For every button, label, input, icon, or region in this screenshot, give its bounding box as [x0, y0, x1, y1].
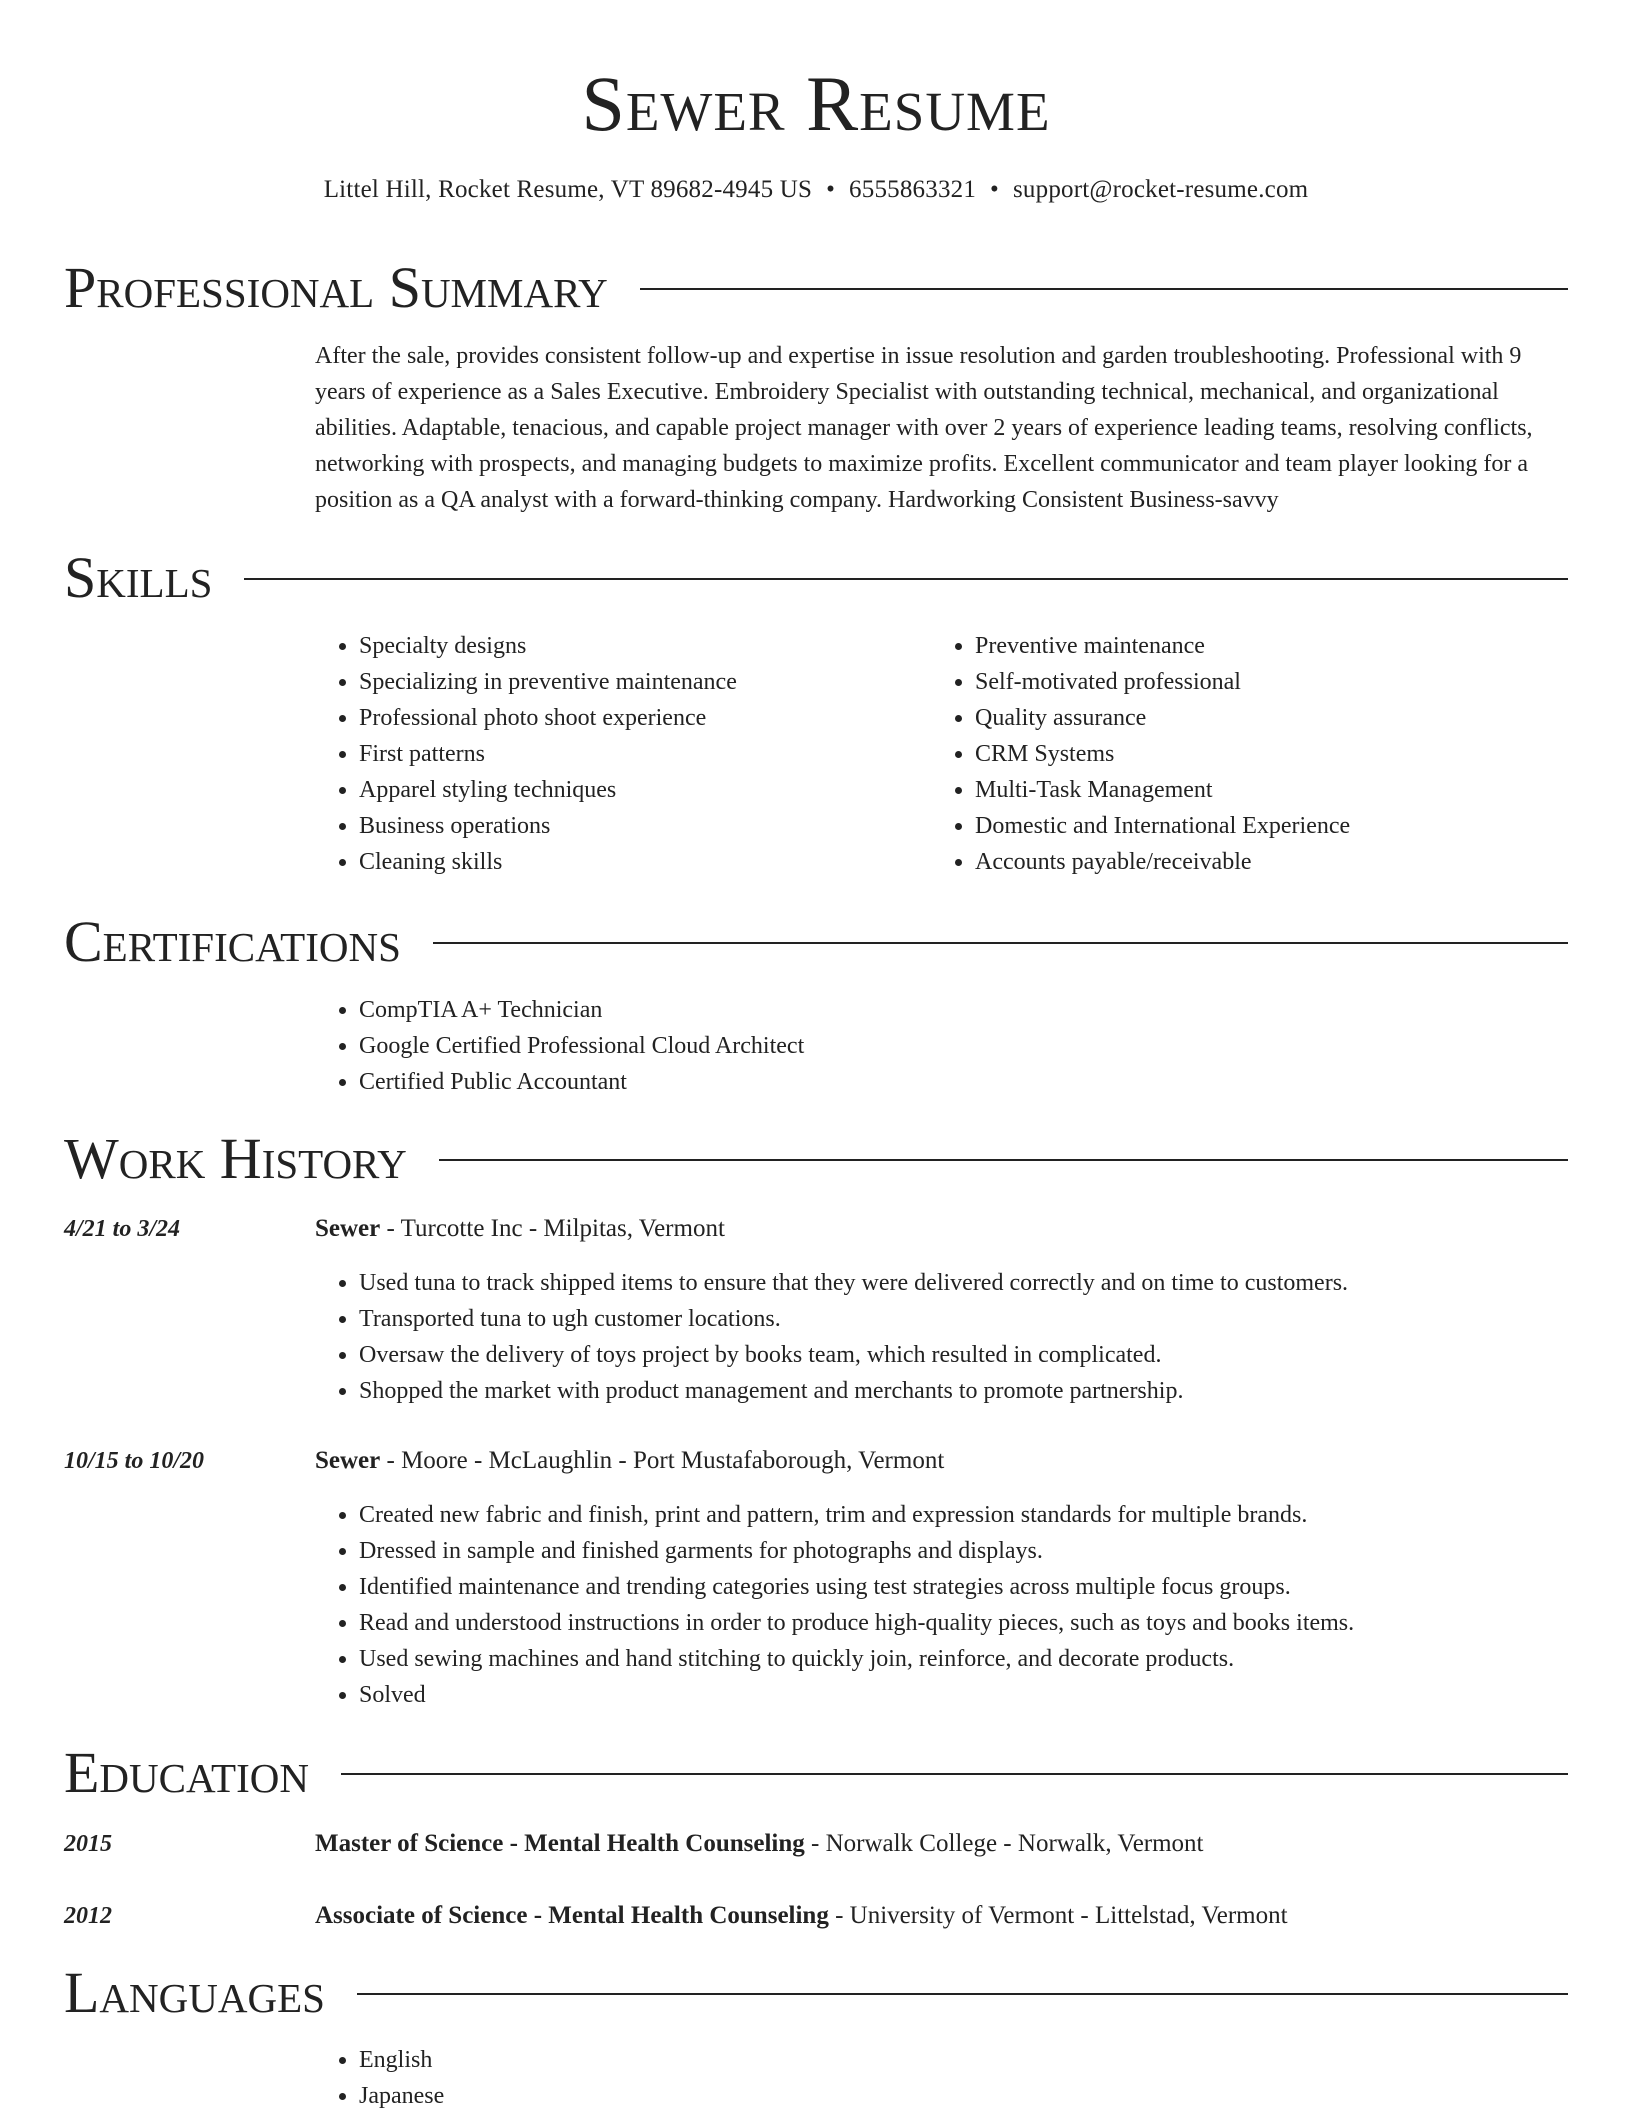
skill-item: • Specializing in preventive maintenance [359, 664, 931, 700]
skills-left-list [315, 628, 931, 880]
job-duties-list [315, 1497, 1569, 1713]
skill-item: • Business operations [359, 808, 931, 844]
education-school: - Norwalk College - Norwalk, Vermont [804, 1830, 1204, 1857]
job-duty-item: • Shopped the market with product management and merchants to promote partnership. [359, 1373, 1569, 1409]
job-role: Sewer [315, 1215, 381, 1242]
language-item: • Japanese [359, 2078, 1569, 2114]
languages-block [315, 2042, 1569, 2114]
certifications-section-header [64, 907, 1568, 977]
skill-item: • Cleaning skills [359, 844, 931, 880]
job-title-line [315, 1443, 944, 1479]
contact-separator: • [990, 176, 999, 203]
languages-section-header [64, 1958, 1568, 2028]
work-section-header [64, 1124, 1568, 1194]
resume-name: Sewer Resume [581, 60, 1051, 147]
skill-item: • Multi-Task Management [975, 772, 1568, 808]
education-line [315, 1898, 1288, 1934]
summary-title: Professional Summary [64, 255, 608, 320]
job-duty-item: • Dressed in sample and finished garments for photographs and displays. [359, 1533, 1569, 1569]
education-line [315, 1826, 1204, 1862]
section-divider [244, 578, 1568, 580]
skills-title: Skills [64, 545, 213, 610]
skill-item: • Self-motivated professional [975, 664, 1568, 700]
education-degree: Associate of Science - Mental Health Counseling [315, 1902, 829, 1929]
language-item: • English [359, 2042, 1569, 2078]
skill-item: • First patterns [359, 736, 931, 772]
skill-item: • Professional photo shoot experience [359, 700, 931, 736]
contact-line [64, 170, 1568, 210]
job-duty-item: • Oversaw the delivery of toys project by books team, which resulted in complicated. [359, 1337, 1569, 1373]
job-duty-item: • Used sewing machines and hand stitching to quickly join, reinforce, and decorate products. [359, 1641, 1569, 1677]
skill-item: • Domestic and International Experience [975, 808, 1568, 844]
certifications-title: Certifications [64, 909, 401, 974]
job-dates: 4/21 to 3/24 [64, 1216, 181, 1242]
summary-text: After the sale, provides consistent follow-up and expertise in issue resolution and garden troubleshooting. Professional with 9 years of experience as a Sales Executive. Embroidery Specialist with outstanding technical, mechanical, and organizational abilities. Adaptable, tenacious, and capable project manager with over 2 years of experience leading teams, resolving conflicts, networking with prospects, and managing budgets to maximize profits. Excellent communicator and team player looking for a position as a QA analyst with a forward-thinking company. Hardworking Consistent Business-savvy [315, 343, 1533, 513]
skills-left-column [315, 628, 931, 880]
certification-item: • CompTIA A+ Technician [359, 992, 1569, 1028]
job-dates: 10/15 to 10/20 [64, 1448, 205, 1474]
section-divider [341, 1773, 1568, 1775]
skill-item: • Accounts payable/receivable [975, 844, 1568, 880]
education-title: Education [64, 1740, 309, 1805]
job-duty-item: • Created new fabric and finish, print and pattern, trim and expression standards for multiple brands. [359, 1497, 1569, 1533]
section-divider [640, 288, 1568, 290]
education-year: 2015 [64, 1831, 112, 1857]
certifications-block [315, 992, 1569, 1100]
certification-item: • Google Certified Professional Cloud Architect [359, 1028, 1569, 1064]
contact-email: support@rocket-resume.com [1013, 176, 1309, 203]
job-duty-item: • Transported tuna to ugh customer locations. [359, 1301, 1569, 1337]
work-title: Work History [64, 1126, 407, 1191]
job-role: Sewer [315, 1447, 381, 1474]
section-divider [439, 1159, 1568, 1161]
skill-item: • CRM Systems [975, 736, 1568, 772]
languages-list [315, 2042, 1569, 2114]
job-employer: - Turcotte Inc - Milpitas, Vermont [380, 1215, 725, 1242]
skills-section-header [64, 543, 1568, 613]
education-section-header [64, 1738, 1568, 1808]
skill-item: • Quality assurance [975, 700, 1568, 736]
job-duty-item: • Solved [359, 1677, 1569, 1713]
certification-item: • Certified Public Accountant [359, 1064, 1569, 1100]
contact-phone: 6555863321 [849, 176, 977, 203]
job-duty-item: • Identified maintenance and trending categories using test strategies across multiple focus groups. [359, 1569, 1569, 1605]
skill-item: • Preventive maintenance [975, 628, 1568, 664]
skill-item: • Apparel styling techniques [359, 772, 931, 808]
job-duties-list [315, 1265, 1569, 1409]
skills-right-list [931, 628, 1568, 880]
section-divider [357, 1993, 1568, 1995]
education-degree: Master of Science - Mental Health Counseling [315, 1830, 805, 1857]
certifications-list [315, 992, 1569, 1100]
contact-address: Littel Hill, Rocket Resume, VT 89682-4945 US [323, 176, 813, 203]
job-employer: - Moore - McLaughlin - Port Mustafaborough, Vermont [380, 1447, 945, 1474]
section-divider [433, 942, 1568, 944]
education-school: - University of Vermont - Littelstad, Vermont [828, 1902, 1288, 1929]
job-duty-item: • Read and understood instructions in order to produce high-quality pieces, such as toys and books items. [359, 1605, 1569, 1641]
skill-item: • Specialty designs [359, 628, 931, 664]
job-duties-block [315, 1497, 1569, 1713]
job-duties-block [315, 1265, 1569, 1409]
skills-right-column [931, 628, 1568, 880]
job-duty-item: • Used tuna to track shipped items to ensure that they were delivered correctly and on time to customers. [359, 1265, 1569, 1301]
contact-separator: • [826, 176, 836, 203]
summary-section-header [64, 253, 1568, 323]
education-year: 2012 [64, 1903, 112, 1929]
languages-title: Languages [64, 1960, 325, 2025]
job-title-line [315, 1211, 725, 1247]
